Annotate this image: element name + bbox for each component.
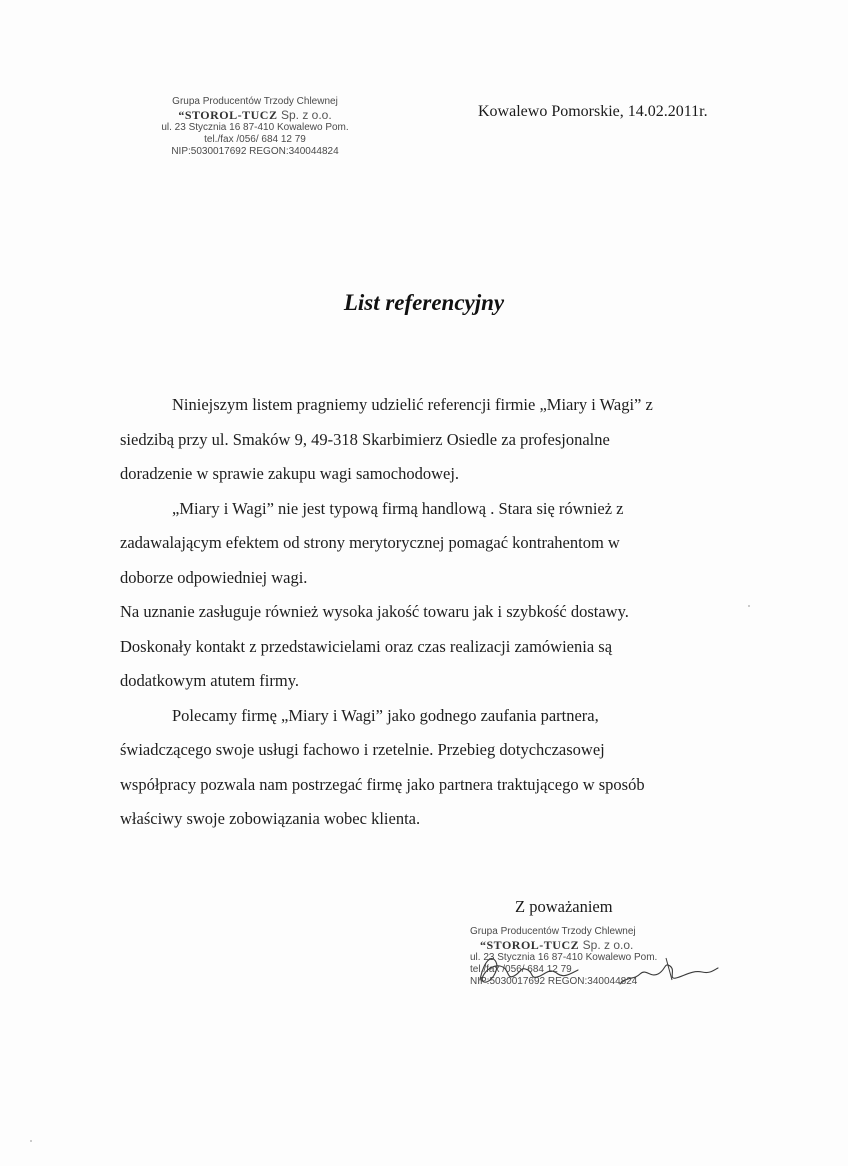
body-paragraph-2 bbox=[120, 492, 760, 596]
body-line: doborze odpowiedniej wagi. bbox=[120, 567, 308, 587]
stamp-phone: tel./fax /056/ 684 12 79 bbox=[470, 964, 572, 975]
body-paragraph-3 bbox=[120, 595, 760, 699]
body-line: świadczącego swoje usługi fachowo i rzetelnie. Przebieg dotychczasowej bbox=[120, 740, 605, 759]
stamp-company-name bbox=[155, 109, 355, 121]
closing-salutation: Z poważaniem bbox=[515, 897, 613, 916]
body-line: „Miary i Wagi” nie jest typową firmą handlową . Stara się również z bbox=[172, 498, 624, 518]
stamp-address: ul. 23 Stycznia 16 87-410 Kowalewo Pom. bbox=[470, 952, 658, 963]
stamp-ids: NIP:5030017692 REGON:340044824 bbox=[470, 976, 638, 987]
stamp-group-name: Grupa Producentów Trzody Chlewnej bbox=[470, 926, 636, 937]
body-paragraph-1 bbox=[120, 388, 760, 492]
letter-title: List referencyjny bbox=[343, 290, 505, 315]
header-company-stamp bbox=[155, 97, 355, 159]
body-line: Polecamy firmę „Miary i Wagi” jako godnego zaufania partnera, bbox=[172, 705, 599, 725]
body-line: współpracy pozwala nam postrzegać firmę jako partnera traktującego w sposób bbox=[120, 774, 645, 794]
stamp-ids: NIP:5030017692 REGON:340044824 bbox=[171, 146, 339, 157]
stamp-phone: tel./fax /056/ 684 12 79 bbox=[204, 134, 306, 145]
body-line: zadawalającym efektem od strony merytorycznej pomagać kontrahentom w bbox=[120, 533, 620, 552]
stamp-company-text: “STOROL-TUCZ bbox=[480, 938, 580, 952]
scan-speck bbox=[748, 605, 750, 607]
body-line: Doskonały kontakt z przedstawicielami oraz czas realizacji zamówienia są bbox=[120, 636, 613, 656]
stamp-company-suffix: Sp. z o.o. bbox=[582, 938, 634, 952]
stamp-group-name: Grupa Producentów Trzody Chlewnej bbox=[172, 96, 338, 107]
stamp-company-text: “STOROL-TUCZ bbox=[178, 108, 278, 122]
stamp-address: ul. 23 Stycznia 16 87-410 Kowalewo Pom. bbox=[161, 122, 349, 133]
letter-body bbox=[120, 388, 760, 837]
place-and-date: Kowalewo Pomorskie, 14.02.2011r. bbox=[478, 103, 708, 120]
body-line: Niniejszym listem pragniemy udzielić referencji firmie „Miary i Wagi” z bbox=[172, 395, 653, 414]
body-line: siedzibą przy ul. Smaków 9, 49-318 Skarbimierz Osiedle za profesjonalne bbox=[120, 429, 610, 449]
scan-speck bbox=[30, 1140, 32, 1142]
handwritten-signature bbox=[470, 940, 720, 1000]
body-line: Na uznanie zasługuje również wysoka jakość towaru jak i szybkość dostawy. bbox=[120, 602, 629, 621]
body-line: doradzenie w sprawie zakupu wagi samochodowej. bbox=[120, 464, 460, 483]
body-paragraph-4 bbox=[120, 699, 760, 837]
body-line: właściwy swoje zobowiązania wobec klienta. bbox=[120, 809, 421, 828]
stamp-company-suffix: Sp. z o.o. bbox=[280, 108, 332, 122]
body-line: dodatkowym atutem firmy. bbox=[120, 671, 300, 690]
